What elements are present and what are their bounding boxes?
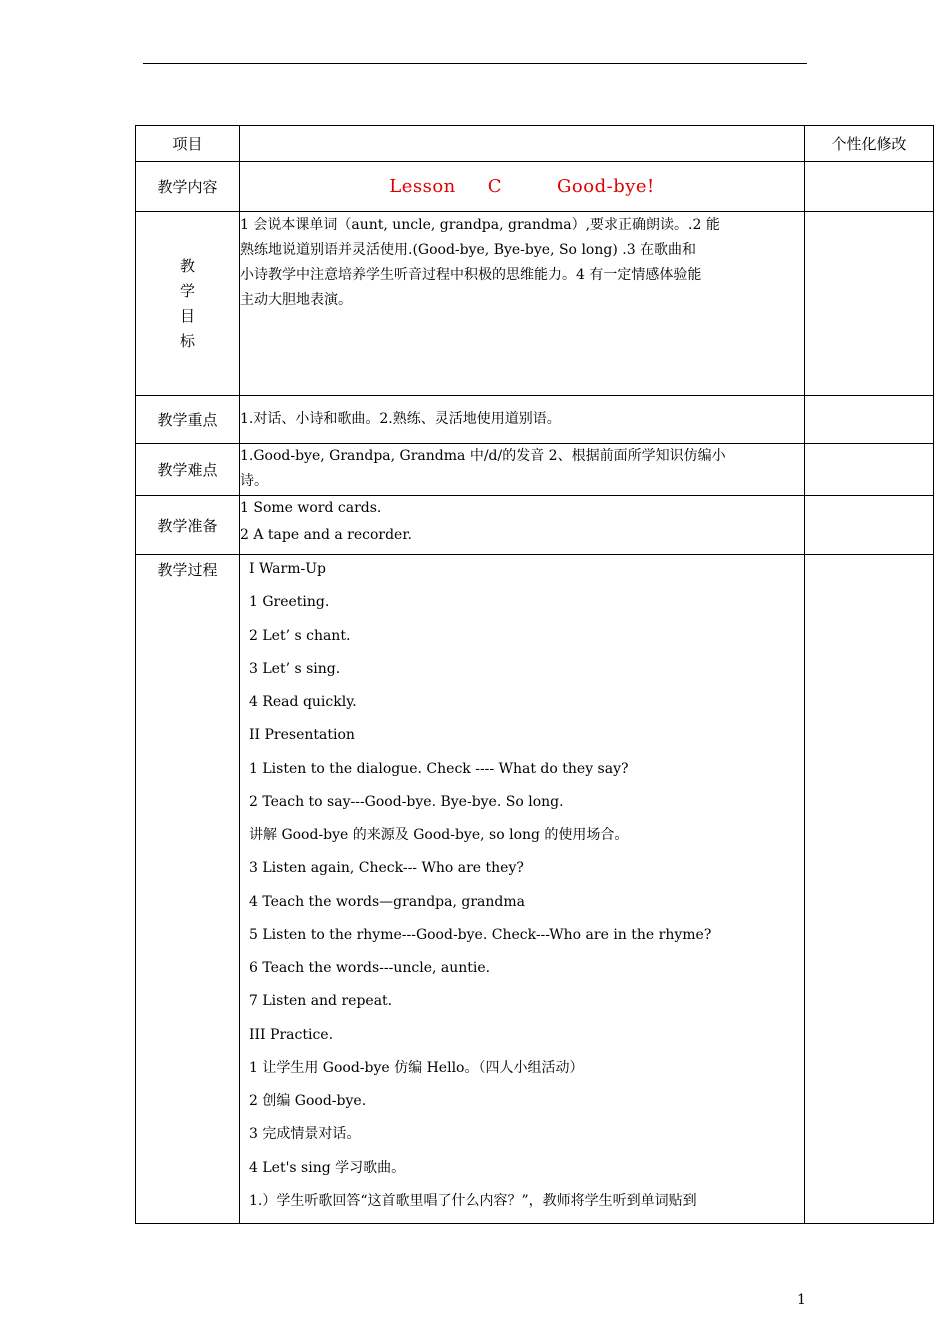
- key-points-text: 1.对话、小诗和歌曲。2.熟练、灵活地使用道别语。: [240, 396, 805, 444]
- header-row: [136, 126, 934, 162]
- content-row: [136, 162, 934, 212]
- difficulties-row: [136, 444, 934, 496]
- objectives-modify: [805, 212, 934, 396]
- preparation-label: 教学准备: [136, 496, 240, 555]
- process-text: I Warm-Up 1 Greeting. 2 Let’ s chant. 3 Let’ s sing. 4 Read quickly. II Presentation 1 Listen to the dialogue. Check ---- What do they say? 2 Teach to say---Good-bye. Bye-bye. So long. 讲解 Good-bye 的来源及 Good-bye, so long 的使用场合。 3 Listen again, Check--- Who are they? 4 Teach the words—grandpa, grandma 5 Listen to the rhyme---Good-bye. Check---Who are in the rhyme? 6 Teach the words---uncle, auntie. 7 Listen and repeat. III Practice. 1 让学生用 Good-bye 仿编 Hello。（四人小组活动） 2 创编 Good-bye. 3 完成情景对话。 4 Let's sing 学习歌曲。 1.）学生听歌回答“这首歌里唱了什么内容？”，教师将学生听到单词贴到: [240, 555, 805, 1224]
- key-points-modify: [805, 396, 934, 444]
- content-label: 教学内容: [136, 162, 240, 212]
- process-label: 教学过程: [136, 555, 240, 1224]
- title-letter: C: [487, 176, 503, 197]
- header-modify: 个性化修改: [805, 126, 934, 162]
- process-row: [136, 555, 934, 1224]
- difficulties-text: 1.Good-bye, Grandpa, Grandma 中/d/的发音 2、根据前面所学知识仿编小 诗。: [240, 444, 805, 496]
- objectives-label: 教 学 目 标: [136, 212, 240, 396]
- header-empty: [240, 126, 805, 162]
- preparation-modify: [805, 496, 934, 555]
- lesson-title: [240, 162, 805, 212]
- difficulties-label: 教学难点: [136, 444, 240, 496]
- title-lesson: Lesson: [389, 176, 456, 197]
- key-points-row: [136, 396, 934, 444]
- header-item: 项目: [136, 126, 240, 162]
- preparation-text: 1 Some word cards. 2 A tape and a recorder.: [240, 496, 805, 555]
- title-goodbye: Good-bye!: [557, 176, 655, 197]
- lesson-plan-table: [135, 125, 934, 1224]
- page-number: 1: [797, 1292, 806, 1308]
- objectives-row: [136, 212, 934, 396]
- header-rule: [143, 63, 807, 64]
- key-points-label: 教学重点: [136, 396, 240, 444]
- process-modify: [805, 555, 934, 1224]
- preparation-row: [136, 496, 934, 555]
- difficulties-modify: [805, 444, 934, 496]
- objectives-text: 1 会说本课单词（aunt, uncle, grandpa, grandma）,要求正确朗读。.2 能 熟练地说道别语并灵活使用.(Good-bye, Bye-bye, So long) .3 在歌曲和 小诗教学中注意培养学生听音过程中积极的思维能力。4 有一定情感体验能 主动大胆地表演。: [240, 212, 805, 396]
- content-modify: [805, 162, 934, 212]
